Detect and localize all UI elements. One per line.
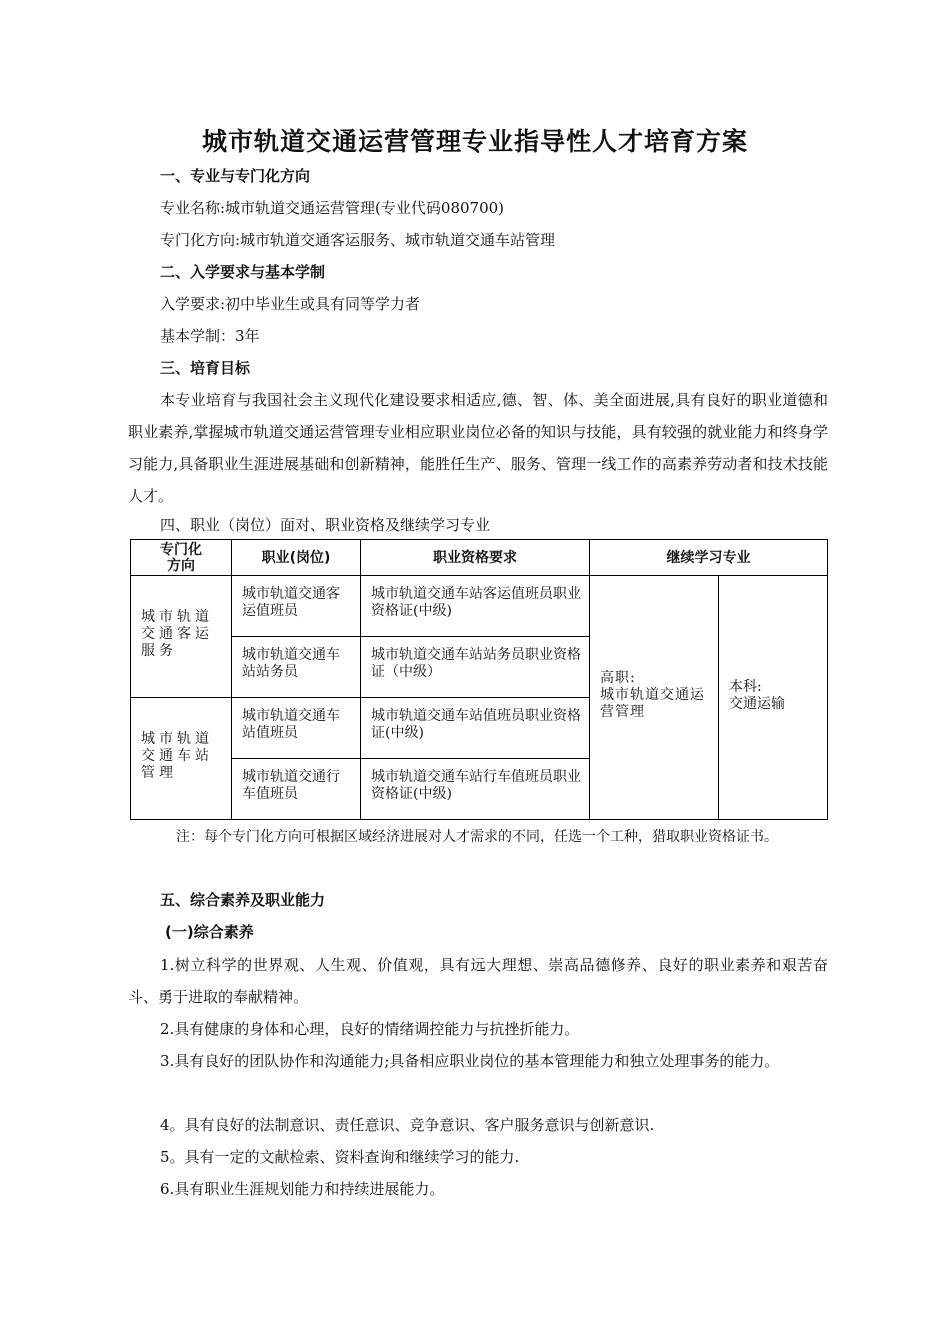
job-cell: 城市轨道交通行车值班员 xyxy=(232,759,361,820)
list-item: 5。具有一定的文献检索、资料查询和继续学习的能力. xyxy=(160,1148,520,1166)
document-title: 城市轨道交通运营管理专业指导性人才培育方案 xyxy=(201,127,748,156)
cert-cell: 城市轨道交通车站站务员职业资格证（中级） xyxy=(361,637,590,698)
list-item: 3.具有良好的团队协作和沟通能力;具备相应职业岗位的基本管理能力和独立处理事务的能力。 xyxy=(160,1052,780,1070)
cert-cell: 城市轨道交通车站值班员职业资格证(中级) xyxy=(361,698,590,759)
list-item: 4。具有良好的法制意识、责任意识、竞争意识、客户服务意识与创新意识. xyxy=(160,1116,655,1134)
admission-requirement: 入学要求:初中毕业生或具有同等学力者 xyxy=(160,295,421,313)
section-heading-5: 五、综合素养及职业能力 xyxy=(160,891,326,909)
cert-cell: 城市轨道交通车站行车值班员职业资格证(中级) xyxy=(361,759,590,820)
list-item: 2.具有健康的身体和心理，良好的情绪调控能力与抗挫折能力。 xyxy=(160,1020,580,1038)
specialization-direction: 专门化方向:城市轨道交通客运服务、城市轨道交通车站管理 xyxy=(160,231,556,249)
subsection-heading: (一)综合素养 xyxy=(165,923,254,941)
bachelor-cell: 本科: 交通运输 xyxy=(719,576,828,820)
training-goal-paragraph: 本专业培育与我国社会主义现代化建设要求相适应,德、智、体、美全面进展,具有良好的职业道德和职业素养,掌握城市轨道交通运营管理专业相应职业岗位必备的知识与技能，具有较强的就业能力和终身学习能力,具备职业生涯进展基础和创新精神，能胜任生产、服务、管理一线工作的高素养劳动者和技术技能人才。 xyxy=(128,391,828,505)
header-job: 职业(岗位) xyxy=(232,540,361,576)
direction-cell-2: 城市轨道交通车站管理 xyxy=(131,698,232,820)
list-item: 6.具有职业生涯规划能力和持续进展能力。 xyxy=(160,1180,445,1198)
major-name: 专业名称:城市轨道交通运营管理(专业代码080700) xyxy=(160,199,505,217)
direction-cell-1: 城市轨道交通客运服务 xyxy=(131,576,232,698)
job-cell: 城市轨道交通客运值班员 xyxy=(232,576,361,637)
header-cert: 职业资格要求 xyxy=(361,540,590,576)
basic-duration: 基本学制：3年 xyxy=(160,327,260,345)
table-header-row xyxy=(131,540,828,576)
job-cell: 城市轨道交通车站值班员 xyxy=(232,698,361,759)
table-caption: 四、职业（岗位）面对、职业资格及继续学习专业 xyxy=(160,516,491,534)
header-further-study: 继续学习专业 xyxy=(590,540,828,576)
job-cell: 城市轨道交通车站站务员 xyxy=(232,637,361,698)
higher-vocational-cell: 高职: 城市轨道交通运营管理 xyxy=(590,576,719,820)
section-heading-1: 一、专业与专门化方向 xyxy=(160,167,311,185)
table-row xyxy=(131,576,828,637)
list-item: 1.树立科学的世界观、人生观、价值观，具有远大理想、崇高品德修养、良好的职业素养和艰苦奋斗、勇于进取的奉献精神。 xyxy=(128,956,828,1006)
section-heading-3: 三、培育目标 xyxy=(160,359,251,377)
cert-cell: 城市轨道交通车站客运值班员职业资格证(中级) xyxy=(361,576,590,637)
header-direction: 专门化方向 xyxy=(131,540,232,576)
table-note: 注：每个专门化方向可根据区域经济进展对人才需求的不同，任选一个工种，猎取职业资格证书。 xyxy=(176,829,778,845)
section-heading-2: 二、入学要求与基本学制 xyxy=(160,263,326,281)
career-table xyxy=(130,539,828,820)
